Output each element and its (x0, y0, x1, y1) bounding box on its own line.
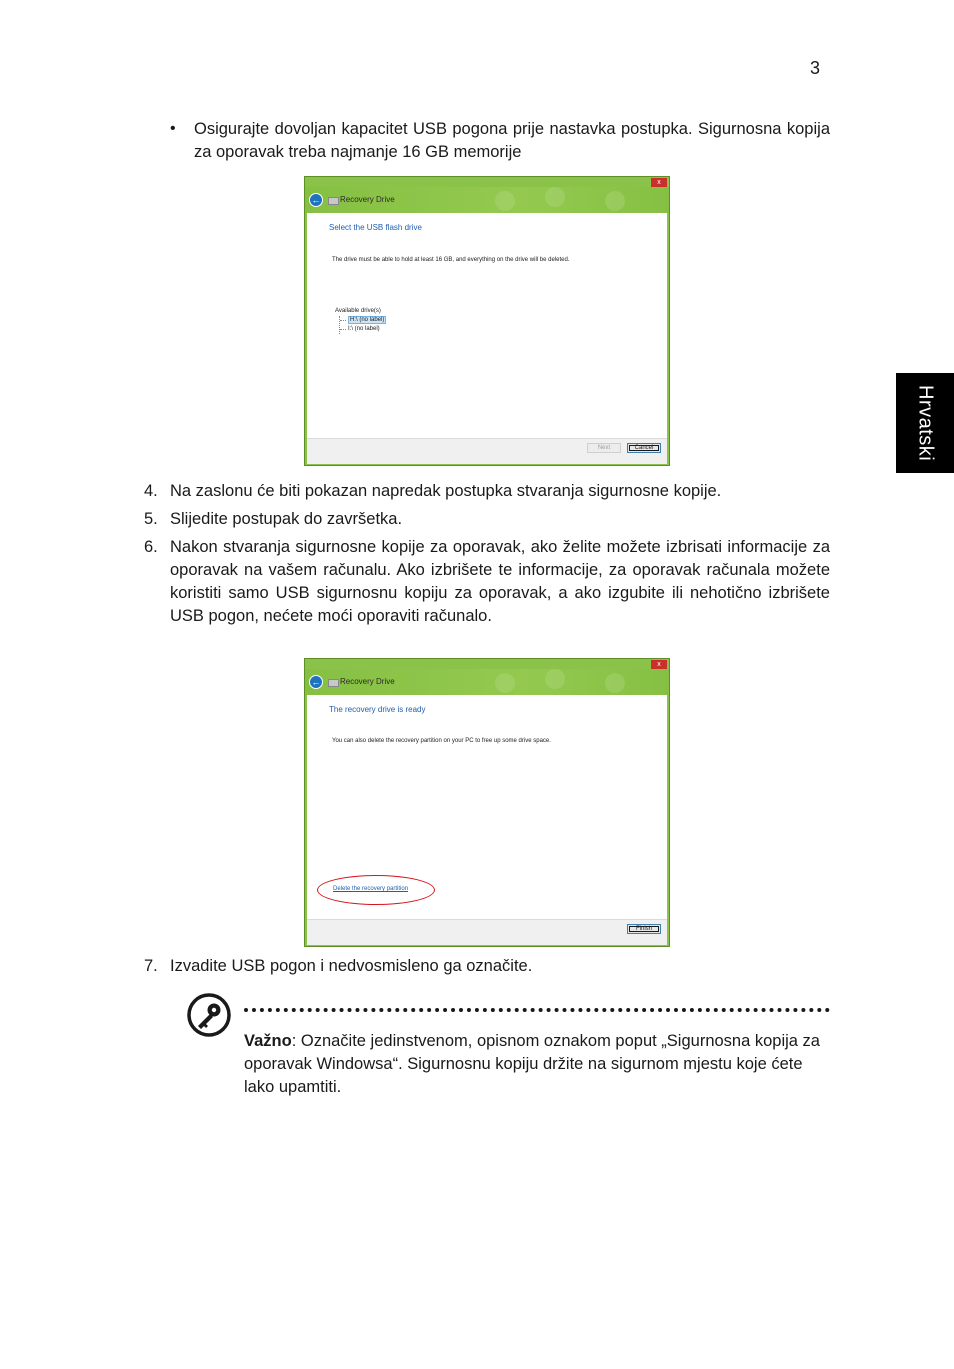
decorative-circle (605, 673, 625, 693)
dialog-titlebar (305, 659, 669, 669)
step-text: Na zaslonu će biti pokazan napredak postupka stvaranja sigurnosne kopije. (170, 482, 722, 500)
dialog-description: You can also delete the recovery partition on your PC to free up some drive space. (332, 738, 551, 744)
dialog-description: The drive must be able to hold at least 16 GB, and everything on the drive will be deleted. (332, 257, 570, 263)
page-number: 3 (810, 58, 821, 78)
recovery-drive-dialog-select (304, 176, 670, 466)
key-icon (186, 992, 232, 1038)
step-7 (144, 955, 830, 978)
available-drives-label: Available drive(s) (335, 308, 381, 314)
dialog-title: Recovery Drive (340, 677, 395, 686)
step-text: Izvadite USB pogon i nedvosmisleno ga označite. (170, 957, 533, 975)
available-drives (335, 308, 386, 334)
drive-icon (328, 197, 339, 205)
dialog-footer (307, 919, 667, 945)
dialog-navbar (305, 669, 669, 695)
note-body: : Označite jedinstvenom, opisnom oznakom poput „Sigurnosna kopija za oporavak Windowsa“. Sigurnosnu kopiju držite na sigurnom mjestu koje ćete lako upamtiti. (244, 1032, 820, 1096)
drive-tree (339, 316, 386, 334)
drive-item-h[interactable]: H:\ (no label) (350, 317, 385, 323)
drive-item-i[interactable]: I:\ (no label) (348, 325, 386, 334)
language-tab (896, 373, 954, 473)
dialog-titlebar (305, 177, 669, 187)
recovery-drive-dialog-ready (304, 658, 670, 947)
important-note (244, 1030, 824, 1099)
dialog-content (307, 695, 667, 919)
close-button[interactable]: x (651, 178, 667, 187)
step-5 (144, 508, 830, 531)
step-number: 7. (144, 957, 158, 975)
finish-button[interactable]: Finish (627, 924, 661, 934)
decorative-circle (605, 191, 625, 211)
dialog-footer (307, 438, 667, 464)
dialog-title: Recovery Drive (340, 195, 395, 204)
step-number: 5. (144, 510, 158, 528)
step-number: 4. (144, 482, 158, 500)
note-label: Važno (244, 1032, 292, 1050)
bullet-symbol: • (170, 120, 176, 137)
decorative-circle (495, 191, 515, 211)
language-tab-label: Hrvatski (914, 384, 937, 462)
back-arrow-icon[interactable]: ← (309, 193, 323, 207)
step-number: 6. (144, 538, 158, 556)
next-button[interactable]: Next (587, 443, 621, 453)
dialog-navbar (305, 187, 669, 213)
note-divider (244, 1008, 830, 1012)
delete-recovery-partition-link[interactable]: Delete the recovery partition (333, 886, 409, 892)
decorative-circle (545, 187, 565, 207)
close-button[interactable]: x (651, 660, 667, 669)
drive-icon (328, 679, 339, 687)
bullet-text: Osigurajte dovoljan kapacitet USB pogona prije nastavka postupka. Sigurnosna kopija za oporavak treba najmanje 16 GB memorije (194, 120, 830, 161)
step-text: Slijedite postupak do završetka. (170, 510, 403, 528)
step-text: Nakon stvaranja sigurnosne kopije za oporavak, ako želite možete izbrisati informacije za oporavak na vašem računalu. Ako izbrišete te informacije, za oporavak računala možete koristiti samo USB sigurnosnu kopiju za oporavak, a ako izgubite ili nehotično izbrišete USB pogon, nećete moći oporaviti računalo. (170, 538, 830, 625)
cancel-button[interactable]: Cancel (627, 443, 661, 453)
dialog-heading: The recovery drive is ready (329, 705, 426, 714)
dialog-heading: Select the USB flash drive (329, 223, 422, 232)
decorative-circle (545, 669, 565, 689)
back-arrow-icon[interactable]: ← (309, 675, 323, 689)
step-4 (144, 480, 830, 503)
dialog-content (307, 213, 667, 438)
step-6 (144, 536, 830, 628)
decorative-circle (495, 673, 515, 693)
